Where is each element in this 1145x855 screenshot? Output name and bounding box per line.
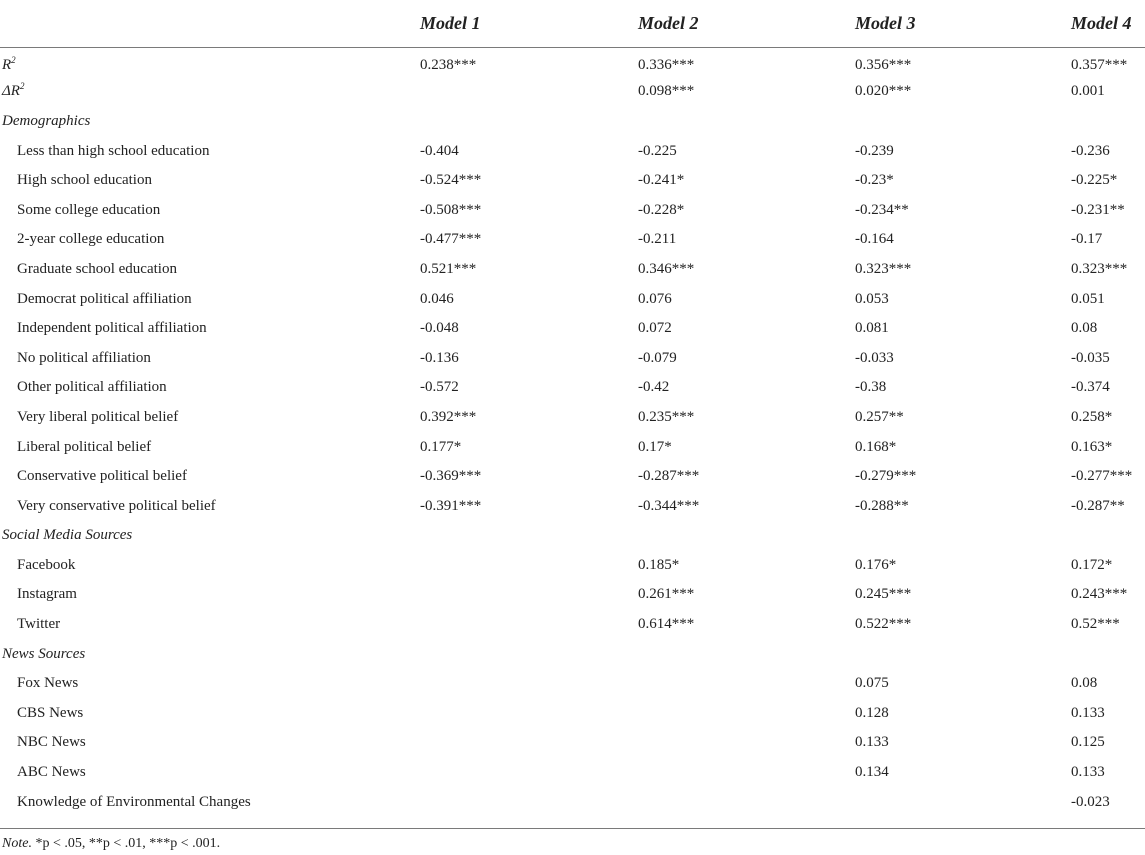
cell-model-3: 0.128 [855,704,889,721]
row-label [0,699,420,729]
cell-model-1 [420,580,638,610]
cell-model-2 [638,669,855,699]
row-label-text: Very conservative political belief [17,497,216,514]
section-label [0,107,420,137]
cell-model-4: 0.08 [1071,320,1098,337]
cell-model-1: 0.521*** [420,260,477,277]
cell-model-2: 0.614*** [638,616,695,633]
table-row [0,669,1145,699]
header-blank [0,0,420,48]
cell-model-4: 0.133 [1071,764,1105,781]
cell-model-4: -0.035 [1071,349,1110,366]
cell-model-1 [420,77,638,107]
cell-model-1: 0.238*** [420,57,477,74]
row-label [0,314,420,344]
cell-model-3: -0.239 [855,142,894,159]
cell-model-3: -0.033 [855,349,894,366]
table-row [0,551,1145,581]
cell-model-4: 0.133 [1071,704,1105,721]
row-label-text: News Sources [2,645,86,662]
row-label-text: 2-year college education [17,231,165,248]
row-label [0,48,420,78]
cell-model-1: -0.136 [420,349,459,366]
cell-model-2: -0.211 [638,231,677,248]
row-label-text: Instagram [17,586,77,603]
cell-model-3 [855,521,1071,551]
table-row [0,491,1145,521]
cell-model-2: 0.076 [638,290,672,307]
cell-model-4: 0.243*** [1071,586,1128,603]
cell-model-2: 0.235*** [638,408,695,425]
cell-model-4: -0.277*** [1071,468,1133,485]
header-model-1: Model 1 [420,0,638,48]
note-text: *p < .05, **p < .01, ***p < .001. [31,836,221,851]
table-row [0,314,1145,344]
cell-model-2: 0.185* [638,556,680,573]
cell-model-3 [855,639,1071,669]
row-label [0,787,420,817]
row-label-text: Liberal political belief [17,438,152,455]
cell-model-3 [855,107,1071,137]
cell-model-3: 0.020*** [855,83,912,100]
cell-model-2 [638,521,855,551]
row-label-superscript: 2 [19,81,25,92]
table-body [0,48,1145,817]
table-row [0,373,1145,403]
cell-model-4: -0.287** [1071,497,1125,514]
row-label-text: CBS News [17,704,84,721]
table-row [0,758,1145,788]
header-model-3: Model 3 [855,0,1071,48]
cell-model-4: -0.236 [1071,142,1110,159]
cell-model-1: 0.177* [420,438,462,455]
cell-model-4: 0.001 [1071,83,1105,100]
cell-model-2: -0.42 [638,379,670,396]
table-row [0,610,1145,640]
cell-model-2 [638,699,855,729]
row-label-text: Less than high school education [17,142,210,159]
cell-model-2: 0.098*** [638,83,695,100]
cell-model-1: -0.048 [420,320,459,337]
cell-model-1 [420,107,638,137]
cell-model-2: 0.17* [638,438,672,455]
cell-model-1: -0.404 [420,142,459,159]
cell-model-2 [638,787,855,817]
table-row [0,787,1145,817]
row-label [0,195,420,225]
cell-model-1: -0.369*** [420,468,482,485]
cell-model-3: 0.356*** [855,57,912,74]
cell-model-3: 0.081 [855,320,889,337]
row-label-text: R [2,57,12,74]
note-lead: Note. [2,836,32,851]
header-model-4: Model 4 [1071,0,1145,48]
section-label [0,521,420,551]
cell-model-3: 0.245*** [855,586,912,603]
cell-model-4: -0.374 [1071,379,1110,396]
row-label-text: NBC News [17,734,86,751]
cell-model-2 [638,639,855,669]
cell-model-1: -0.391*** [420,497,482,514]
row-label [0,255,420,285]
cell-model-3 [855,787,1071,817]
cell-model-4 [1071,639,1145,669]
table-row [0,580,1145,610]
row-label [0,136,420,166]
cell-model-1: 0.392*** [420,408,477,425]
cell-model-3: 0.134 [855,764,889,781]
cell-model-2: 0.346*** [638,260,695,277]
bottom-rule [0,828,1145,829]
table-row [0,403,1145,433]
cell-model-3: 0.176* [855,556,897,573]
cell-model-1 [420,787,638,817]
cell-model-3: -0.23* [855,172,894,189]
table-row [0,284,1145,314]
cell-model-1 [420,521,638,551]
cell-model-3: 0.168* [855,438,897,455]
row-label-text: Independent political affiliation [17,320,207,337]
row-label [0,432,420,462]
cell-model-3: 0.323*** [855,260,912,277]
cell-model-1 [420,639,638,669]
cell-model-1: 0.046 [420,290,454,307]
table-row [0,195,1145,225]
cell-model-3: -0.288** [855,497,909,514]
row-label [0,343,420,373]
cell-model-1: -0.524*** [420,172,482,189]
row-label [0,77,420,107]
cell-model-3: 0.053 [855,290,889,307]
row-label-text: High school education [17,172,152,189]
cell-model-3: 0.075 [855,675,889,692]
row-label [0,403,420,433]
row-label-text: Graduate school education [17,260,177,277]
cell-model-3: -0.38 [855,379,887,396]
row-label [0,580,420,610]
section-row [0,107,1145,137]
row-label [0,669,420,699]
cell-model-1 [420,758,638,788]
cell-model-4: -0.231** [1071,201,1125,218]
row-label-superscript: 2 [11,55,16,66]
table-note [2,836,220,852]
cell-model-3: 0.133 [855,734,889,751]
cell-model-1 [420,669,638,699]
cell-model-1: -0.572 [420,379,459,396]
table-row [0,699,1145,729]
row-label-text: Social Media Sources [2,527,133,544]
cell-model-4: 0.051 [1071,290,1105,307]
row-label-text: ΔR [2,83,20,100]
cell-model-2: 0.336*** [638,57,695,74]
table-row [0,48,1145,78]
cell-model-4 [1071,521,1145,551]
row-label-text: ABC News [17,764,86,781]
cell-model-2: -0.225 [638,142,677,159]
row-label [0,462,420,492]
cell-model-4 [1071,107,1145,137]
cell-model-4: -0.023 [1071,793,1110,810]
table-row [0,225,1145,255]
cell-model-4: 0.323*** [1071,260,1128,277]
table-row [0,255,1145,285]
row-label-text: Some college education [17,201,161,218]
row-label [0,758,420,788]
header-model-2: Model 2 [638,0,855,48]
cell-model-2: -0.228* [638,201,685,218]
cell-model-4: 0.258* [1071,408,1113,425]
table-row [0,343,1145,373]
cell-model-4: 0.172* [1071,556,1113,573]
cell-model-2: -0.287*** [638,468,700,485]
cell-model-1: -0.508*** [420,201,482,218]
cell-model-2: -0.241* [638,172,685,189]
cell-model-1 [420,551,638,581]
row-label [0,284,420,314]
row-label-text: Facebook [17,556,76,573]
cell-model-2: 0.072 [638,320,672,337]
cell-model-1 [420,728,638,758]
cell-model-2 [638,758,855,788]
cell-model-4: 0.125 [1071,734,1105,751]
cell-model-1 [420,699,638,729]
row-label-text: Democrat political affiliation [17,290,192,307]
cell-model-4: 0.357*** [1071,57,1128,74]
cell-model-4: -0.17 [1071,231,1103,248]
row-label [0,373,420,403]
cell-model-2: 0.261*** [638,586,695,603]
cell-model-2 [638,728,855,758]
cell-model-2: -0.344*** [638,497,700,514]
cell-model-3: -0.234** [855,201,909,218]
row-label-text: Fox News [17,675,79,692]
cell-model-1: -0.477*** [420,231,482,248]
cell-model-4: -0.225* [1071,172,1118,189]
cell-model-3: 0.257** [855,408,904,425]
cell-model-2: -0.079 [638,349,677,366]
row-label [0,728,420,758]
row-label-text: Conservative political belief [17,468,187,485]
table-row [0,136,1145,166]
table-row [0,728,1145,758]
section-label [0,639,420,669]
row-label-text: Knowledge of Environmental Changes [17,793,251,810]
row-label-text: Other political affiliation [17,379,167,396]
table-row [0,77,1145,107]
row-label [0,491,420,521]
table-row [0,432,1145,462]
row-label-text: Demographics [2,112,91,129]
cell-model-4: 0.163* [1071,438,1113,455]
row-label-text: No political affiliation [17,349,151,366]
row-label [0,166,420,196]
row-label-text: Twitter [17,616,61,633]
cell-model-3: 0.522*** [855,616,912,633]
section-row [0,521,1145,551]
table-row [0,166,1145,196]
table-row [0,462,1145,492]
cell-model-4: 0.08 [1071,675,1098,692]
row-label [0,610,420,640]
header-row [0,0,1145,48]
cell-model-2 [638,107,855,137]
cell-model-1 [420,610,638,640]
cell-model-4: 0.52*** [1071,616,1120,633]
cell-model-3: -0.164 [855,231,894,248]
row-label-text: Very liberal political belief [17,408,179,425]
row-label [0,551,420,581]
row-label [0,225,420,255]
cell-model-3: -0.279*** [855,468,917,485]
section-row [0,639,1145,669]
